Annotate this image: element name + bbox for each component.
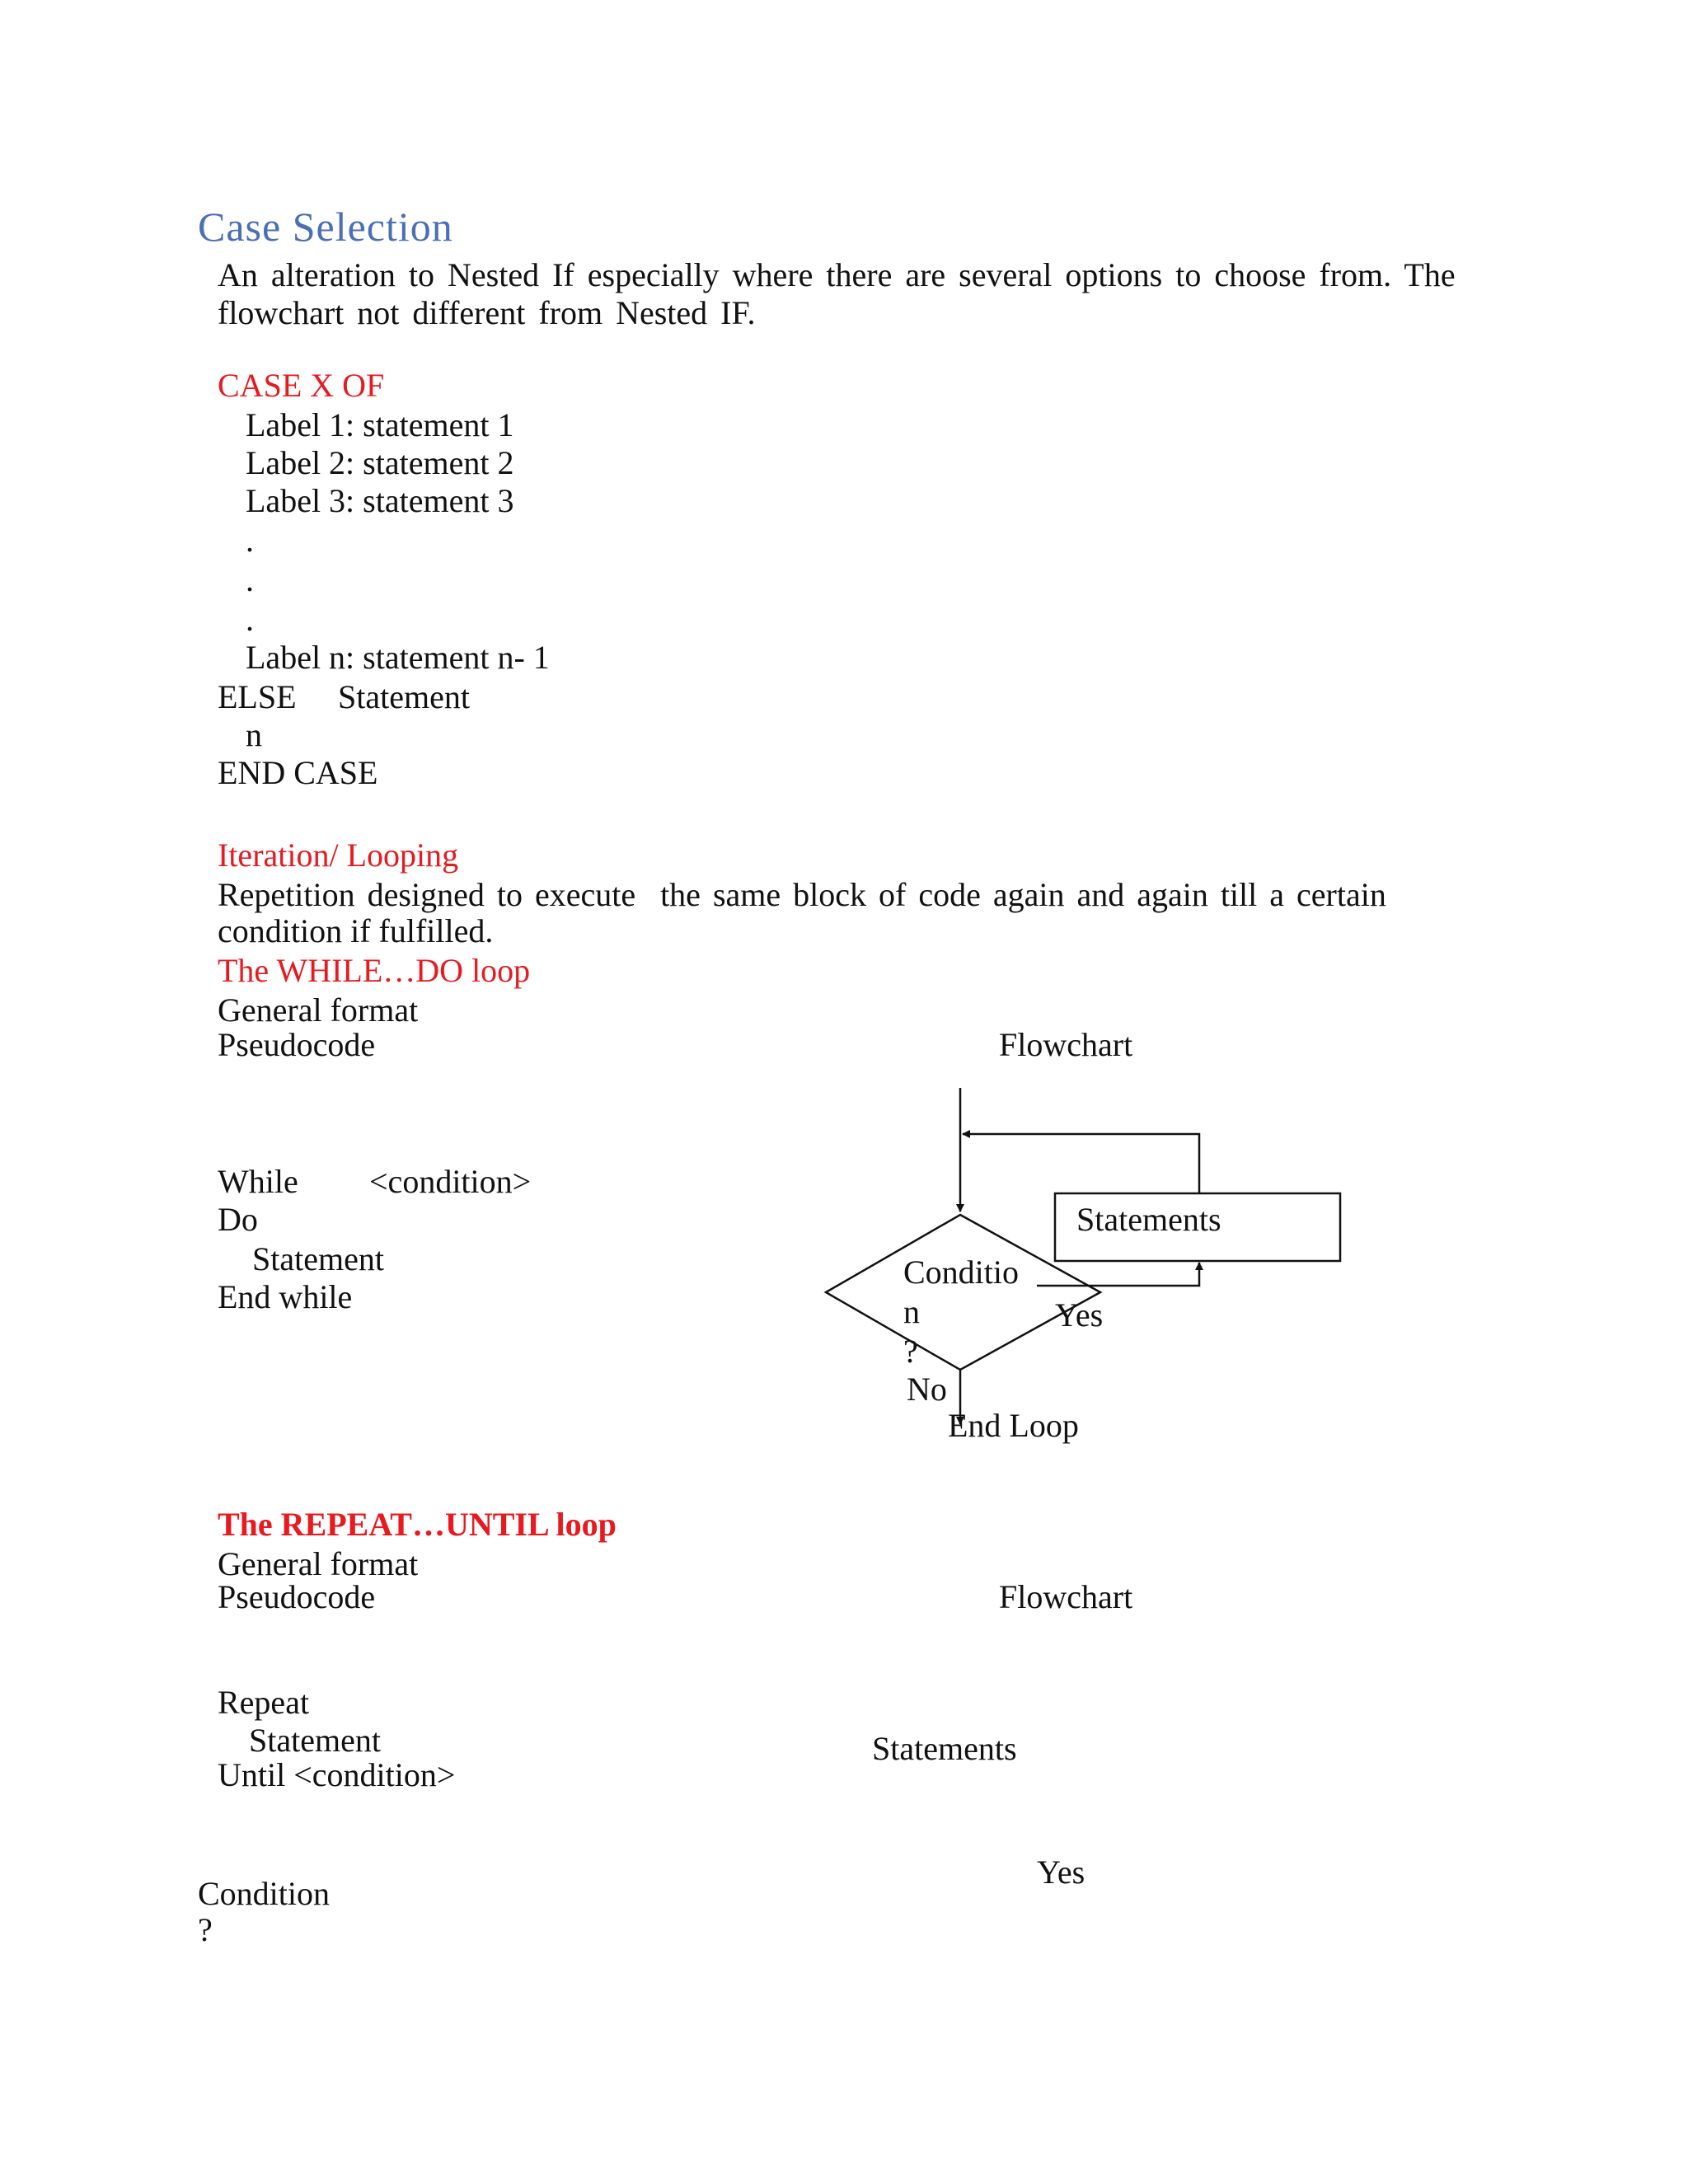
repeat-code-until: Until <condition> [218, 1756, 456, 1793]
repeat-flowchart-statements: Statements [872, 1730, 1017, 1767]
case-end: END CASE [218, 754, 378, 791]
flowchart-yes-label: Yes [1055, 1296, 1104, 1333]
case-header: CASE X OF [218, 367, 385, 404]
while-pseudocode-label: Pseudocode [218, 1026, 376, 1063]
repeat-code-keyword: Repeat [218, 1684, 310, 1721]
case-dot-2: . [246, 561, 254, 598]
page-title: Case Selection [198, 204, 453, 250]
case-label-1: Label 1: statement 1 [246, 406, 514, 443]
flowchart-condition-line-3: ? [903, 1333, 918, 1370]
while-flowchart-label: Flowchart [999, 1026, 1133, 1063]
flowchart-end-loop-label: End Loop [948, 1407, 1079, 1444]
while-code-condition: <condition> [369, 1163, 532, 1200]
flowchart-condition-line-2: n [903, 1293, 920, 1330]
repeat-pseudocode-label: Pseudocode [218, 1578, 376, 1615]
yes-arrow [1037, 1263, 1199, 1286]
flowchart-no-label: No [907, 1371, 947, 1408]
intro-line-2: flowchart not different from Nested IF. [218, 294, 756, 331]
flowchart-statements-label: Statements [1076, 1201, 1221, 1238]
while-code-statement: Statement [252, 1240, 384, 1277]
repeat-general-format: General format [218, 1545, 419, 1582]
condition-diamond [826, 1215, 1100, 1370]
iteration-desc-line-1: Repetition designed to execute the same block of code again and again till a certain [218, 876, 1386, 913]
iteration-desc-line-2: condition if fulfilled. [218, 912, 494, 949]
while-code-do: Do [218, 1201, 258, 1238]
repeat-heading: The REPEAT…UNTIL loop [218, 1506, 617, 1543]
case-dot-3: . [246, 601, 254, 638]
intro-line-1: An alteration to Nested If especially where there are several options to choose from. The [218, 256, 1456, 293]
iteration-heading: Iteration/ Looping [218, 837, 459, 874]
repeat-flowchart-label: Flowchart [999, 1578, 1133, 1615]
while-code-keyword: While [218, 1163, 298, 1200]
case-else-n: n [246, 716, 262, 753]
repeat-flowchart-condition-line-1: Condition [198, 1875, 331, 1912]
case-else-statement: Statement [338, 678, 470, 715]
repeat-flowchart-yes: Yes [1037, 1854, 1085, 1891]
case-label-2: Label 2: statement 2 [246, 444, 514, 481]
repeat-code-statement: Statement [249, 1722, 381, 1759]
repeat-flowchart-condition-line-2: ? [198, 1911, 213, 1948]
case-else-keyword: ELSE [218, 678, 297, 715]
while-code-end: End while [218, 1278, 353, 1315]
case-label-3: Label 3: statement 3 [246, 482, 514, 519]
case-label-n: Label n: statement n- 1 [246, 639, 550, 676]
while-heading: The WHILE…DO loop [218, 952, 531, 989]
loop-back-arrow [963, 1134, 1199, 1193]
while-general-format: General format [218, 991, 419, 1029]
case-dot-1: . [246, 522, 254, 559]
flowchart-condition-line-1: Conditio [903, 1254, 1020, 1291]
